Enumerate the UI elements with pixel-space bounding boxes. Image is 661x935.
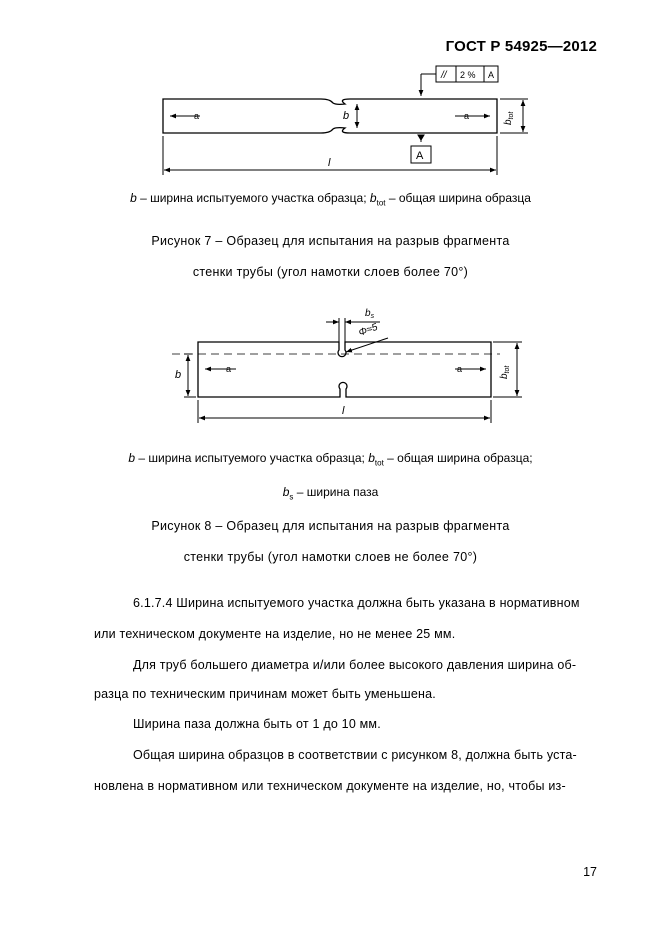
label-btot: $b_{tot}$	[503, 111, 515, 125]
paragraph-4-line-1: Общая ширина образцов в соответствии с рисунком 8, должна быть уста-	[133, 748, 577, 762]
tolerance-datum: A	[488, 70, 495, 80]
figure-7-drawing	[140, 60, 540, 180]
paragraph-2-line-2: разца по техническим причинам может быть уменьшена.	[94, 687, 436, 701]
figure-7-title-line1: Рисунок 7 – Образец для испытания на разрыв фрагмента	[151, 234, 510, 248]
label-l: l	[328, 157, 331, 169]
document-header: ГОСТ Р 54925—2012	[445, 38, 597, 55]
tolerance-symbol: //	[441, 70, 447, 81]
figure-8-legend-line1: b – ширина испытуемого участка образца; $b_{tot}$ – общая ширина образца;	[128, 451, 533, 468]
figure-7-legend: b – ширина испытуемого участка образца; $b_{tot}$ – общая ширина образца	[130, 191, 531, 208]
label-a-left: a	[194, 111, 200, 121]
figure-8-drawing	[160, 300, 530, 430]
label-bs: $b_s$	[365, 308, 375, 320]
label-a-right: a	[457, 364, 463, 374]
paragraph-2-line-1: Для труб большего диаметра и/или более высокого давления ширина об-	[133, 658, 577, 672]
paragraph-3-line-1: Ширина паза должна быть от 1 до 10 мм.	[133, 717, 381, 731]
figure-8-title-line1: Рисунок 8 – Образец для испытания на разрыв фрагмента	[151, 519, 510, 533]
figure-7-title-line2: стенки трубы (угол намотки слоев более 70°)	[192, 265, 469, 279]
label-b: b	[343, 110, 350, 122]
label-a-right: a	[464, 111, 470, 121]
specimen-outline-fig7	[163, 99, 497, 133]
datum-label: A	[416, 150, 424, 162]
label-l: l	[342, 405, 345, 417]
label-phi: Φ≈5	[357, 321, 380, 339]
specimen-outline-fig8	[198, 342, 491, 397]
figure-8-legend-line2: $b_s$ – ширина паза	[282, 485, 379, 502]
paragraph-1-line-1: 6.1.7.4 Ширина испытуемого участка должна быть указана в нормативном	[133, 596, 580, 610]
label-btot: $b_{tot}$	[499, 365, 511, 379]
label-a-left: a	[226, 364, 232, 374]
paragraph-1-line-2: или техническом документе на изделие, но не менее 25 мм.	[94, 627, 456, 641]
label-b: b	[175, 369, 182, 381]
paragraph-4-line-2: новлена в нормативном или техническом документе на изделие, но, чтобы из-	[94, 779, 566, 793]
page-number: 17	[583, 865, 597, 879]
tolerance-value: 2 %	[460, 70, 476, 80]
figure-8-title-line2: стенки трубы (угол намотки слоев не более 70°)	[183, 550, 478, 564]
